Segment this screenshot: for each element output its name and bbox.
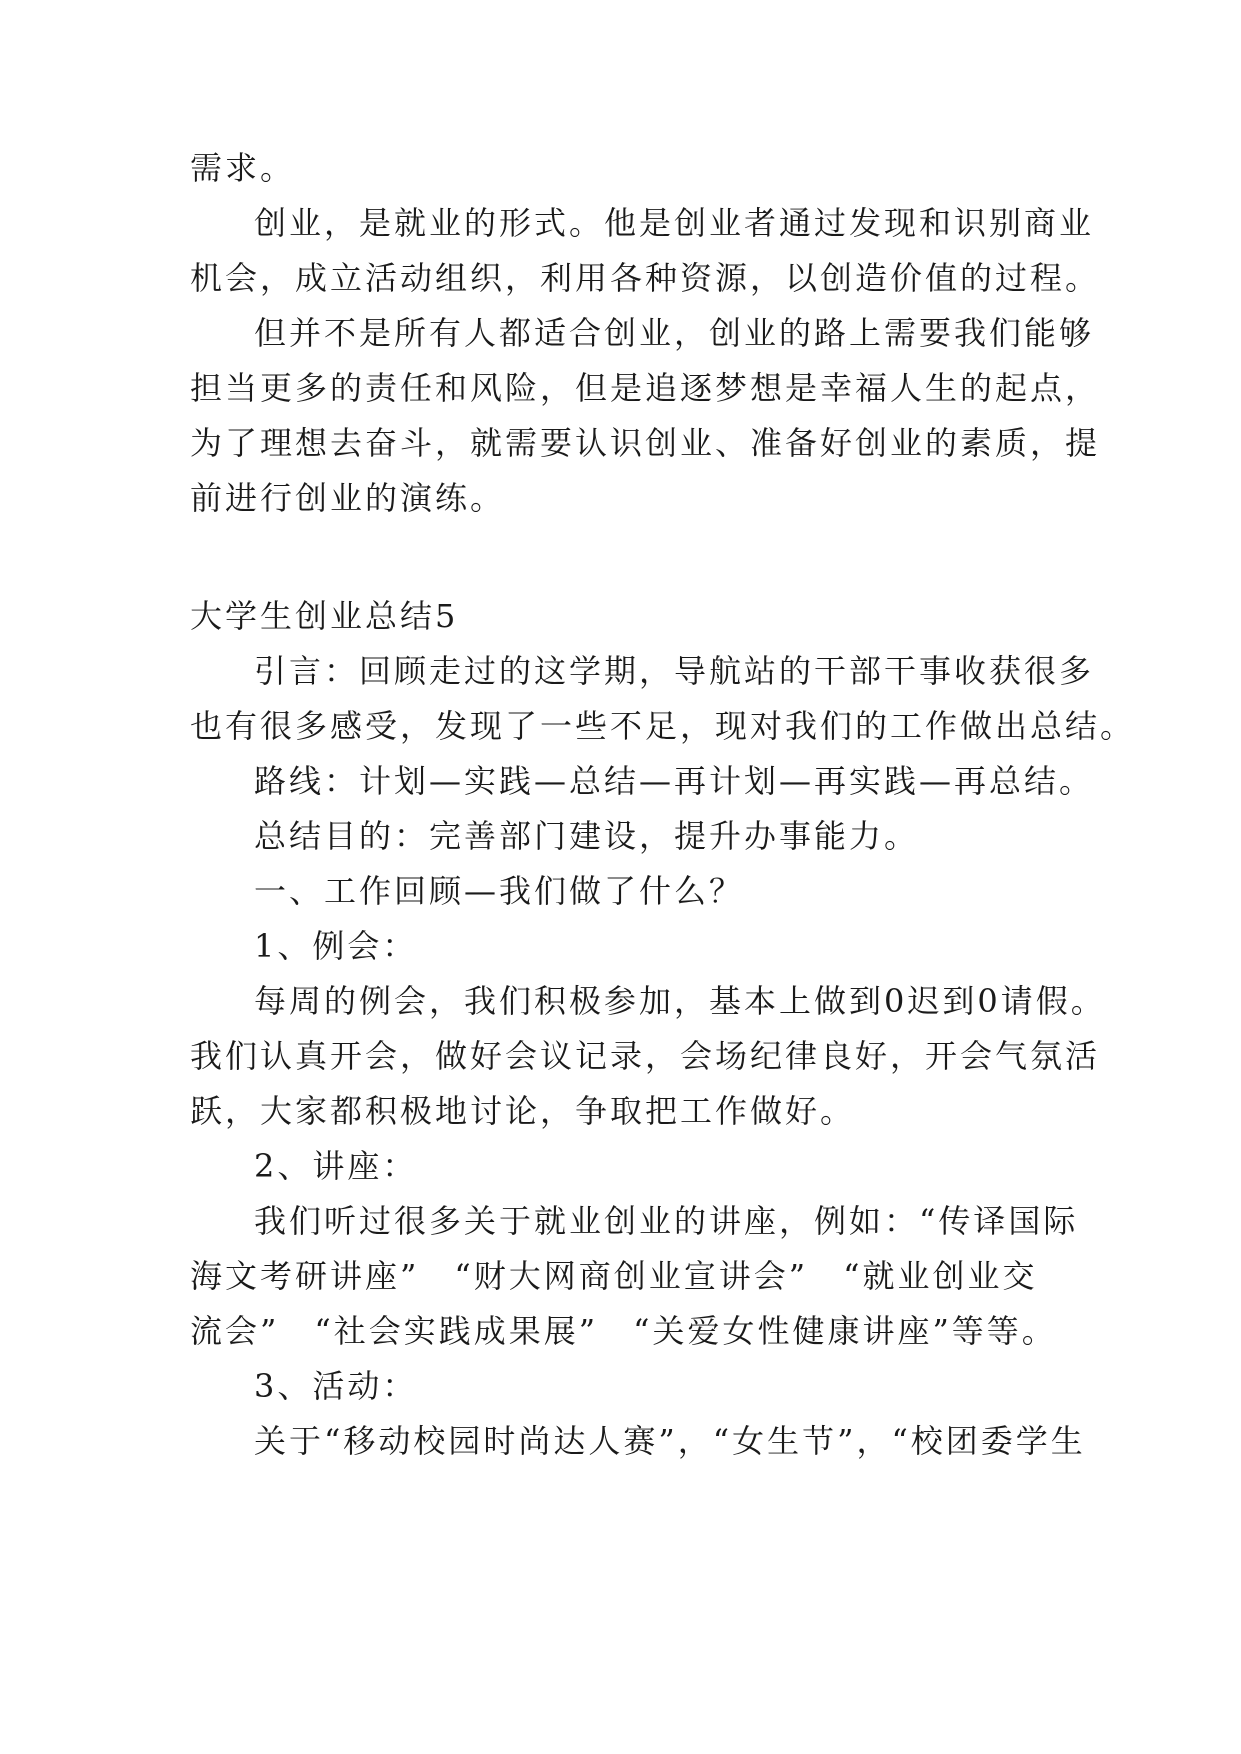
paragraph-line: 路线：计划—实践—总结—再计划—再实践—再总结。: [254, 762, 1095, 800]
paragraph-line: 为了理想去奋斗，就需要认识创业、准备好创业的素质，提: [190, 424, 1101, 462]
paragraph-line: 总结目的：完善部门建设，提升办事能力。: [254, 817, 920, 855]
paragraph-line: 我们听过很多关于就业创业的讲座，例如：“传译国际: [254, 1202, 1079, 1240]
paragraph-line: 前进行创业的演练。: [190, 479, 506, 517]
paragraph-line: 3、活动：: [254, 1367, 418, 1405]
paragraph-line: 机会，成立活动组织，利用各种资源，以创造价值的过程。: [190, 259, 1101, 297]
paragraph-line: 每周的例会，我们积极参加，基本上做到0迟到0请假。: [254, 982, 1106, 1020]
paragraph-line: 但并不是所有人都适合创业，创业的路上需要我们能够: [254, 314, 1095, 352]
paragraph-line: 需求。: [190, 149, 296, 187]
paragraph-line: 创业，是就业的形式。他是创业者通过发现和识别商业: [254, 204, 1095, 242]
paragraph-line: 担当更多的责任和风险，但是追逐梦想是幸福人生的起点，: [190, 369, 1101, 407]
paragraph-line: 也有很多感受，发现了一些不足，现对我们的工作做出总结。: [190, 707, 1136, 745]
paragraph-line: 引言：回顾走过的这学期，导航站的干部干事收获很多: [254, 652, 1095, 690]
section-title: 大学生创业总结5: [190, 597, 459, 635]
paragraph-line: 海文考研讲座” “财大网商创业宣讲会” “就业创业交: [190, 1257, 1038, 1295]
paragraph-line: 跃，大家都积极地讨论，争取把工作做好。: [190, 1092, 856, 1130]
paragraph-line: 关于“移动校园时尚达人赛”，“女生节”，“校团委学生: [254, 1422, 1086, 1460]
paragraph-line: 流会” “社会实践成果展” “关爱女性健康讲座”等等。: [190, 1312, 1057, 1350]
paragraph-line: 我们认真开会，做好会议记录，会场纪律良好，开会气氛活: [190, 1037, 1101, 1075]
paragraph-line: 一、工作回顾—我们做了什么？: [254, 872, 745, 910]
paragraph-line: 1、例会：: [254, 927, 418, 965]
paragraph-line: 2、讲座：: [254, 1147, 418, 1185]
